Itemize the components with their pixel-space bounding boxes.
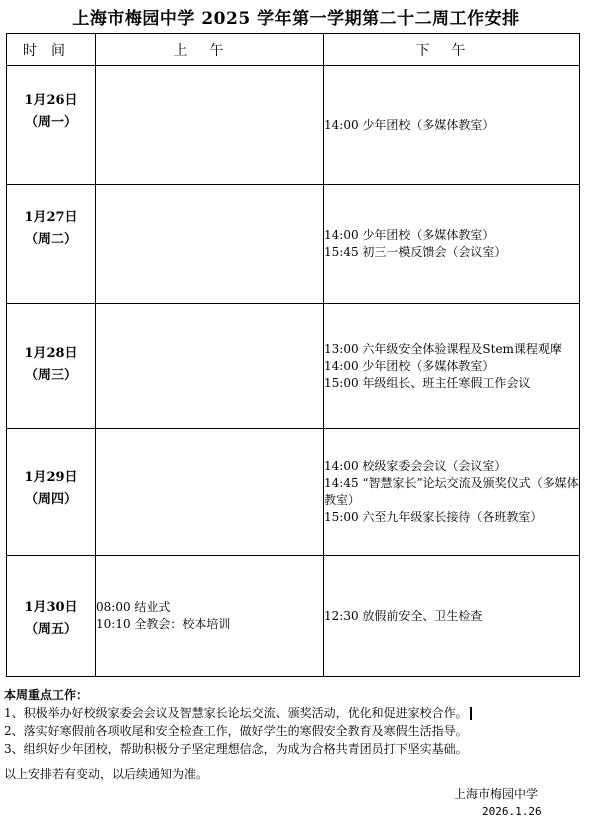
day-date: 1月30日 xyxy=(24,600,78,615)
day-date: 1月29日 xyxy=(24,470,78,485)
afternoon-cell xyxy=(324,556,580,677)
table-row xyxy=(7,556,580,677)
table-row xyxy=(7,429,580,556)
morning-cell xyxy=(96,185,324,304)
day-weekday: （周四） xyxy=(24,492,77,507)
event-item: 15:00 六至九年级家长接待（各班教室） xyxy=(324,510,543,524)
morning-cell xyxy=(96,66,324,185)
event-item: 14:00 少年团校（多媒体教室） xyxy=(324,358,495,373)
focus-item: 3、组织好少年团校，帮助积极分子坚定理想信念，为成为合格共青团员打下坚实基础。 xyxy=(4,742,468,756)
event-item: 14:00 少年团校（多媒体教室） xyxy=(324,117,495,132)
day-cell xyxy=(7,304,96,429)
issue-date: 2026.1.26 xyxy=(482,805,542,818)
header-afternoon: 下午 xyxy=(324,34,580,66)
afternoon-cell xyxy=(324,304,580,429)
focus-item: 2、落实好寒假前各项收尾和安全检查工作，做好学生的寒假安全教育及寒假生活指导。 xyxy=(4,724,468,738)
focus-item: 1、积极举办好校级家委会会议及智慧家长论坛交流、颁奖活动，优化和促进家校合作。 xyxy=(4,704,588,722)
header-morning: 上午 xyxy=(96,34,324,66)
table-row xyxy=(7,304,580,429)
event-item: 14:00 少年团校（多媒体教室） xyxy=(324,228,495,242)
day-weekday: （周三） xyxy=(24,368,77,383)
day-date: 1月27日 xyxy=(24,210,78,225)
day-cell xyxy=(7,66,96,185)
day-weekday: （周一） xyxy=(24,115,77,130)
change-note: 以上安排若有变动，以后续通知为准。 xyxy=(4,767,209,781)
morning-cell xyxy=(96,556,324,677)
event-item: 15:45 初三一模反馈会（会议室） xyxy=(324,245,507,259)
day-cell xyxy=(7,429,96,556)
morning-cell xyxy=(96,429,324,556)
event-item: 14:45 “智慧家长”论坛交流及颁奖仪式（多媒体教室） xyxy=(324,476,579,507)
day-cell xyxy=(7,185,96,304)
weekly-focus xyxy=(4,686,588,758)
afternoon-cell xyxy=(324,66,580,185)
table-row xyxy=(7,66,580,185)
event-item: 13:00 六年级安全体验课程及Stem课程观摩 xyxy=(324,341,562,356)
table-row xyxy=(7,185,580,304)
day-cell xyxy=(7,556,96,677)
day-weekday: （周二） xyxy=(24,232,77,247)
day-date: 1月26日 xyxy=(24,93,78,108)
signature: 上海市梅园中学 xyxy=(454,787,539,801)
event-item: 15:00 年级组长、班主任寒假工作会议 xyxy=(324,375,531,390)
focus-heading: 本周重点工作： xyxy=(4,688,89,702)
text-cursor xyxy=(470,707,472,720)
header-row xyxy=(7,34,580,66)
event-item: 14:00 校级家委会会议（会议室） xyxy=(324,459,507,473)
event-item: 10:10 全教会：校本培训 xyxy=(96,617,231,631)
afternoon-cell xyxy=(324,185,580,304)
morning-cell xyxy=(96,304,324,429)
afternoon-cell xyxy=(324,429,580,556)
schedule-table xyxy=(6,33,580,677)
day-date: 1月28日 xyxy=(24,346,78,361)
header-time: 时间 xyxy=(7,34,96,66)
event-item: 12:30 放假前安全、卫生检查 xyxy=(324,608,483,623)
day-weekday: （周五） xyxy=(24,622,77,637)
page-title: 上海市梅园中学 2025 学年第一学期第二十二周工作安排 xyxy=(72,9,520,29)
event-item: 08:00 结业式 xyxy=(96,600,171,614)
